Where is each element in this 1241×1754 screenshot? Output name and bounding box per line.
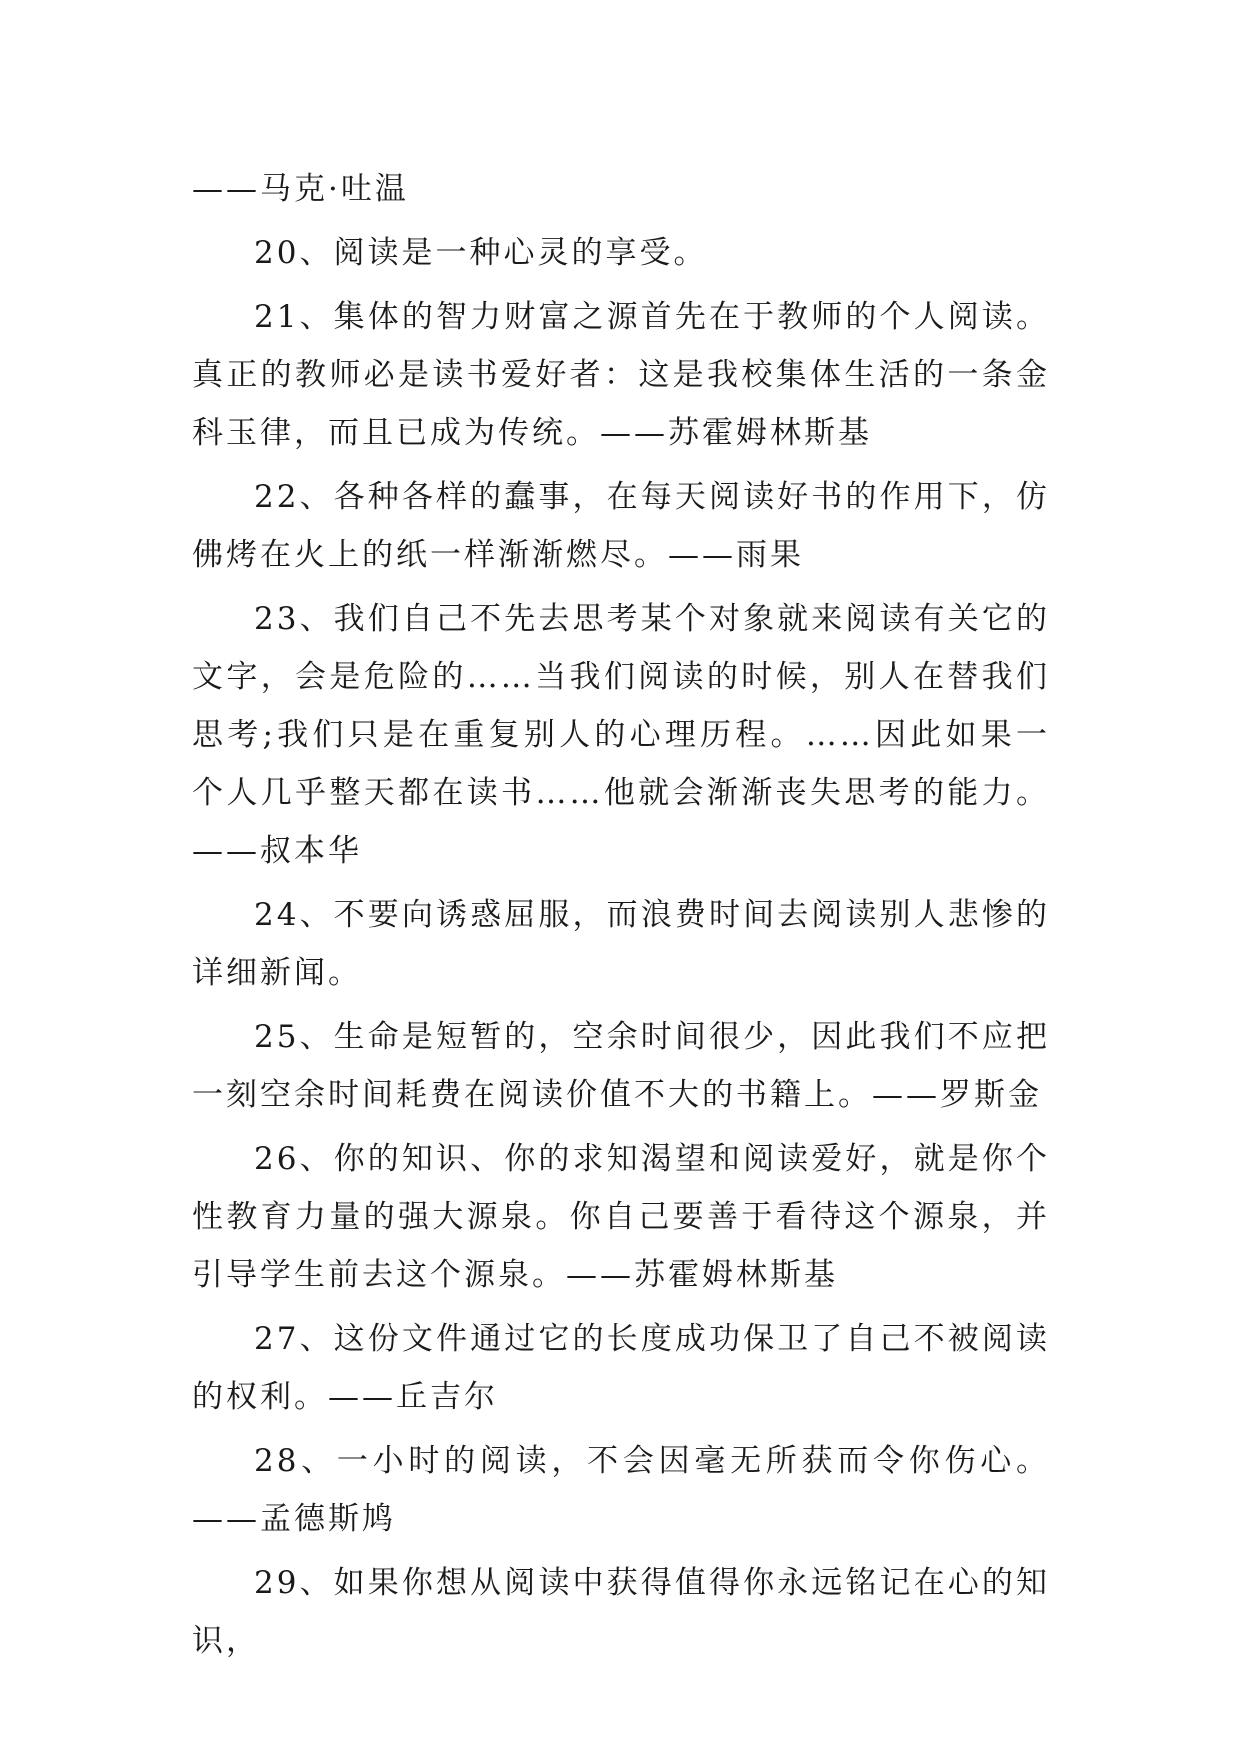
quote-item-20: 20、阅读是一种心灵的享受。 — [254, 235, 708, 271]
quote-item-27: 27、这份文件通过它的长度成功保卫了自己不被阅读的权利。——丘吉尔 — [192, 1321, 1050, 1415]
quote-item-25: 25、生命是短暂的，空余时间很少，因此我们不应把一刻空余时间耗费在阅读价值不大的书籍上。——罗斯金 — [192, 1019, 1050, 1113]
quote-item-22: 22、各种各样的蠢事，在每天阅读好书的作用下，仿佛烤在火上的纸一样渐渐燃尽。——雨果 — [192, 479, 1050, 573]
quote-attribution-mark-twain: ——马克·吐温 — [192, 171, 409, 207]
quote-item-29: 29、如果你想从阅读中获得值得你永远铭记在心的知识， — [192, 1565, 1050, 1659]
quote-item-28: 28、一小时的阅读，不会因毫无所获而令你伤心。——孟德斯鸠 — [192, 1443, 1050, 1537]
quote-item-24: 24、不要向诱惑屈服，而浪费时间去阅读别人悲惨的详细新闻。 — [192, 897, 1050, 991]
document-body — [192, 160, 1050, 1676]
quote-item-23: 23、我们自己不先去思考某个对象就来阅读有关它的文字，会是危险的……当我们阅读的时候，别人在替我们思考;我们只是在重复别人的心理历程。……因此如果一个人几乎整天都在读书……他就会渐渐丧失思考的能力。——叔本华 — [192, 601, 1050, 869]
quote-item-26: 26、你的知识、你的求知渴望和阅读爱好，就是你个性教育力量的强大源泉。你自己要善于看待这个源泉，并引导学生前去这个源泉。——苏霍姆林斯基 — [192, 1141, 1050, 1293]
quote-item-21: 21、集体的智力财富之源首先在于教师的个人阅读。真正的教师必是读书爱好者：这是我校集体生活的一条金科玉律，而且已成为传统。——苏霍姆林斯基 — [192, 299, 1050, 451]
